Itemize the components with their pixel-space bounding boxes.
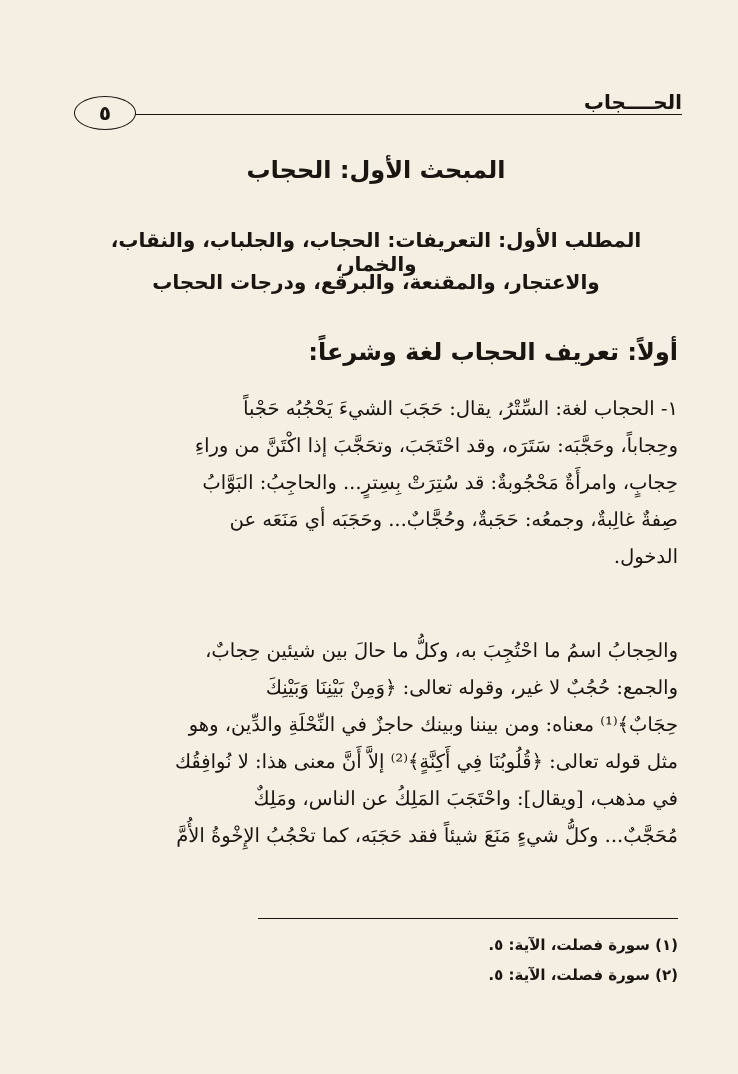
footnotes [60,930,678,990]
text-line: والجمع: حُجُبٌ لا غير، وقوله تعالى: ﴿وَمِنْ بَيْنِنَا وَبَيْنِكَ [265,676,678,699]
running-title: الحــــجاب [583,90,682,114]
page-number: ٥ [74,96,136,130]
footnote-1: (١) سورة فصلت، الآية: ٥. [488,936,678,954]
text-line: وحِجاباً، وحَجَّبَه: سَتَرَه، وقد احْتَجَبَ، وتحَجَّبَ إذا اكْتَنَّ من وراءِ [194,434,678,457]
footnote-separator [258,918,678,919]
page-header [70,92,682,132]
paragraph-2 [60,632,678,854]
section-heading: أولاً: تعريف الحجاب لغة وشرعاً: [308,338,678,366]
section-subtitle-line-1: المطلب الأول: التعريفات: الحجاب، والجلباب، والنقاب، والخمار، [110,228,642,276]
text-line: حِجَابٌ﴾⁽¹⁾ معناه: ومن بيننا وبينك حاجزٌ في النِّحْلَةِ والدِّين، وهو [188,713,678,736]
text-line: ١- الحجاب لغة: السِّتْرُ، يقال: حَجَبَ الشيءَ يَحْجُبُه حَجْباً [243,397,678,420]
footnote-2: (٢) سورة فصلت، الآية: ٥. [488,966,678,984]
text-line: الدخول. [613,545,678,568]
text-line: مُحَجَّبٌ... وكلُّ شيءٍ مَنَعَ شيئاً فقد حَجَبَه، كما تحْجُبُ الإِخْوةُ الأُمَّ [176,824,678,847]
header-rule [132,114,682,115]
text-line: مثل قوله تعالى: ﴿قُلُوبُنَا فِي أَكِنَّةٍ﴾⁽²⁾ إلاَّ أَنَّ معنى هذا: لا نُوافِقُك [174,750,678,773]
text-line: حِجابٍ، وامرأَةٌ مَحْجُوبةٌ: قد سُتِرَتْ بِسِترٍ... والحاجِبُ: البَوَّابُ [202,471,678,494]
section-subtitle-line-2: والاعتجار، والمقنعة، والبرقع، ودرجات الحجاب [152,270,600,294]
text-line: والحِجابُ اسمُ ما احْتُجِبَ به، وكلُّ ما حالَ بين شيئين حِجابٌ، [205,639,678,662]
text-line: في مذهب، [ويقال]: واحْتَجَبَ المَلِكُ عن الناس، ومَلِكٌ [253,787,678,810]
paragraph-1 [60,390,678,575]
text-line: صِفةٌ غالِبةٌ، وجمعُه: حَجَبةٌ، وحُجَّابٌ... وحَجَبَه أي مَنَعَه عن [229,508,678,531]
chapter-title: المبحث الأول: الحجاب [246,156,506,184]
